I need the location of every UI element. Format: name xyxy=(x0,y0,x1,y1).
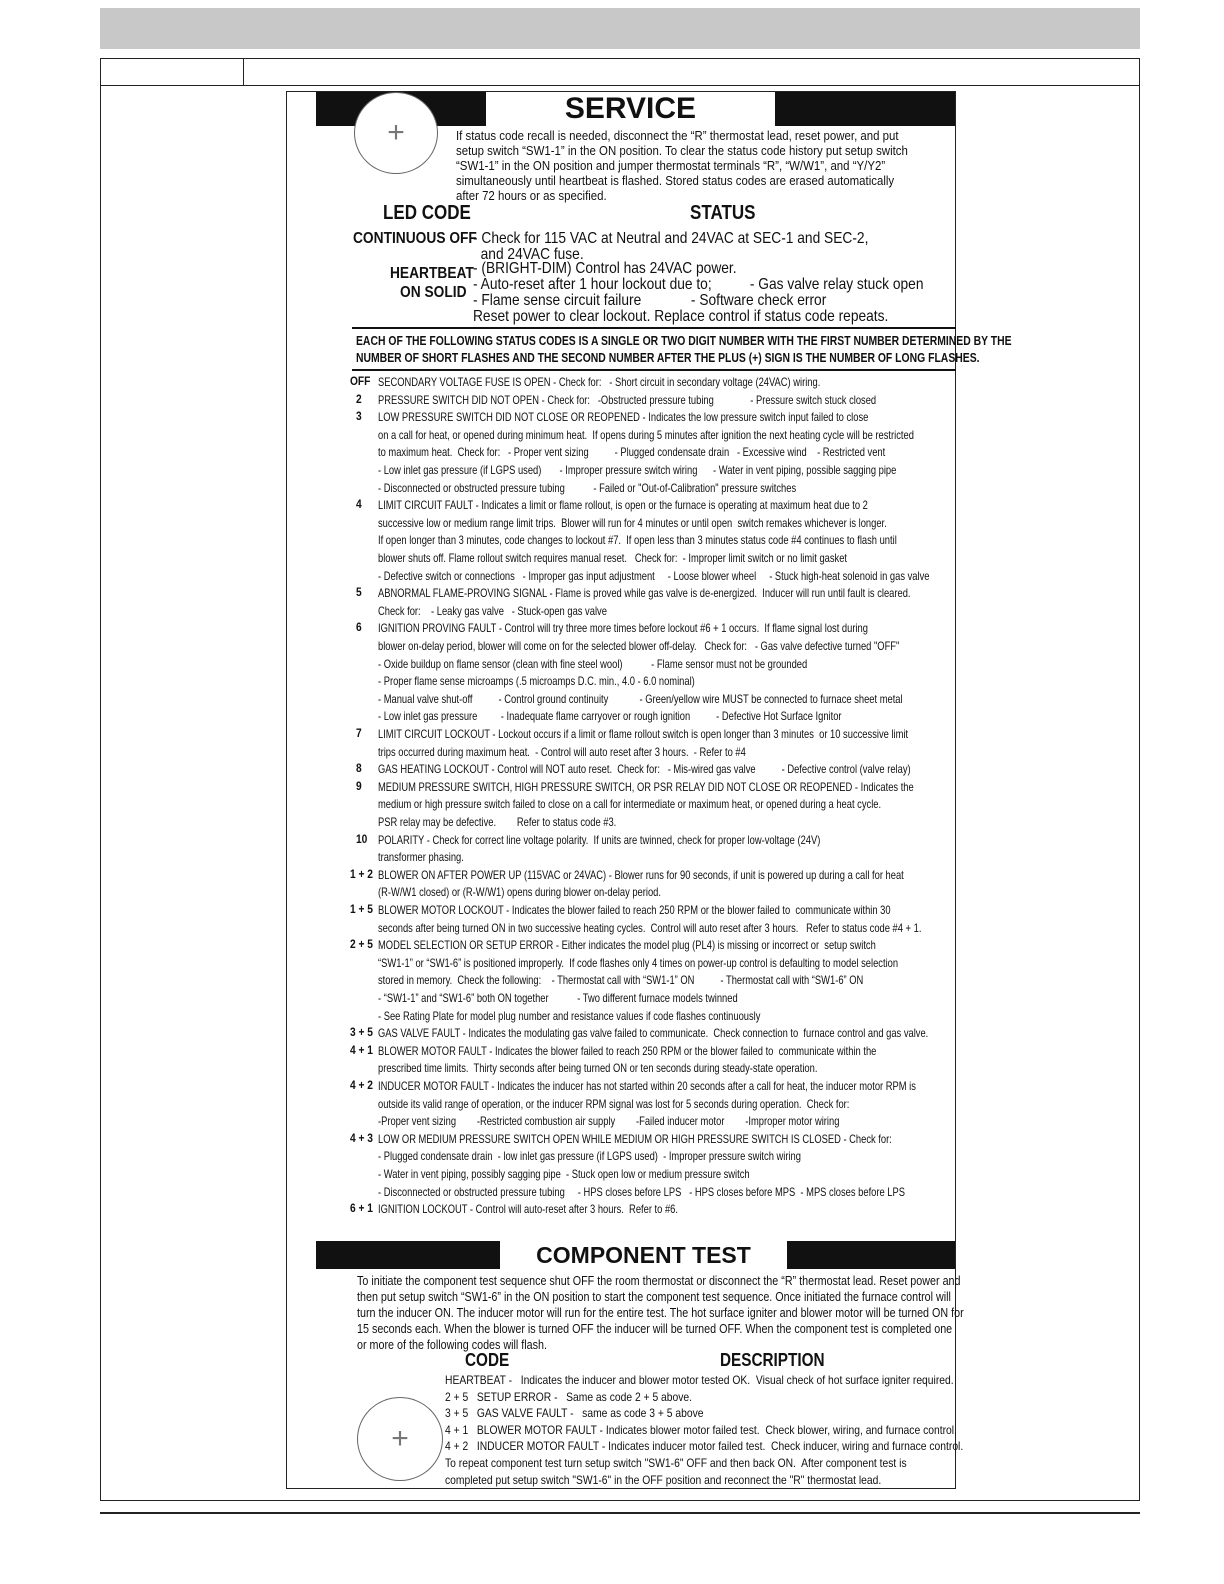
status-code-number: 6 + 1 xyxy=(350,1201,373,1216)
status-code-number: 7 xyxy=(356,726,362,740)
status-code-title: LOW OR MEDIUM PRESSURE SWITCH OPEN WHILE MEDIUM OR HIGH PRESSURE SWITCH IS CLOSED - Check for: xyxy=(378,1131,892,1146)
banner-rule-bottom xyxy=(352,369,956,371)
status-code-detail: - See Rating Plate for model plug number and resistance values if code flashes continuously xyxy=(378,1008,761,1023)
status-code-number: 3 xyxy=(356,409,362,424)
status-code-number: 5 xyxy=(356,585,362,600)
status-header: STATUS xyxy=(690,202,756,224)
status-code-detail: outside its valid range of operation, or the inducer RPM signal was lost for 5 seconds during operation. Check for: xyxy=(378,1096,850,1111)
status-code-detail: successive low or medium range limit trips. Blower will run for 4 minutes or until open switch remakes whichever is longer. xyxy=(378,515,887,530)
status-code-number: 1 + 2 xyxy=(350,866,373,881)
code-header: CODE xyxy=(465,1350,510,1370)
on-solid-label: ON SOLID xyxy=(400,284,467,301)
status-code-number: 3 + 5 xyxy=(350,1025,373,1040)
status-code-detail: - Water in vent piping, possibly sagging pipe - Stuck open low or medium pressure switch xyxy=(378,1167,750,1181)
status-code-detail: - “SW1-1” and “SW1-6” both ON together - Two different furnace models twinned xyxy=(378,991,738,1005)
led-code-header: LED CODE xyxy=(383,202,471,224)
status-code-detail: - Manual valve shut-off - Control ground continuity - Green/yellow wire MUST be connected to furnace sheet metal xyxy=(378,691,903,706)
status-code-title: SECONDARY VOLTAGE FUSE IS OPEN - Check for: - Short circuit in secondary voltage (24VAC) wiring. xyxy=(378,375,821,389)
component-test-title: COMPONENT TEST xyxy=(500,1241,787,1269)
intro-line: 15 seconds each. When the blower is turned OFF the inducer will be turned OFF. When the component test is completed one xyxy=(357,1322,953,1336)
banner-rule-top xyxy=(352,327,956,329)
status-code-detail: blower on-delay period, blower will come on for the selected blower off-delay. Check for: - Gas valve defective turned "OFF" xyxy=(378,639,900,653)
status-code-detail: - Defective switch or connections - Improper gas input adjustment - Loose blower wheel - Stuck high-heat solenoid in gas valve xyxy=(378,568,930,583)
component-code-line: completed put setup switch "SW1-6" in the OFF position and reconnect the "R" thermostat lead. xyxy=(445,1472,882,1487)
status-line: - Check for 115 VAC at Neutral and 24VAC at SEC-1 and SEC-2, xyxy=(473,230,869,247)
status-code-detail: (R-W/W1 closed) or (R-W/W1) opens during blower on-delay period. xyxy=(378,885,661,900)
banner-line: EACH OF THE FOLLOWING STATUS CODES IS A SINGLE OR TWO DIGIT NUMBER WITH THE FIRST NUMBER DETERMINED BY THE xyxy=(356,333,1012,348)
status-code-number: 10 xyxy=(356,831,368,846)
status-code-detail: - Low inlet gas pressure (if LGPS used) - Improper pressure switch wiring - Water in vent piping, possible sagging pipe xyxy=(378,463,897,477)
service-intro xyxy=(456,128,908,203)
status-code-number: 4 + 1 xyxy=(350,1042,373,1057)
status-code-detail: on a call for heat, or opened during minimum heat. If opens during 5 minutes after ignition the next heating cycle will be restricted xyxy=(378,427,914,442)
intro-line: then put setup switch “SW1-6” in the ON position to start the component test sequence. Once initiated the furnace control will xyxy=(357,1290,951,1304)
status-code-number: 2 xyxy=(356,391,362,406)
status-code-detail: Check for: - Leaky gas valve - Stuck-open gas valve xyxy=(378,603,607,618)
component-code-line: 4 + 2 INDUCER MOTOR FAULT - Indicates inducer motor failed test. Check inducer, wiring and furnace control. xyxy=(445,1439,964,1454)
status-code-title: LIMIT CIRCUIT LOCKOUT - Lockout occurs if a limit or flame rollout switch is open longer than 3 minutes or 10 successive limit xyxy=(378,727,909,741)
intro-line: “SW1-1” in the ON position and jumper thermostat terminals “R”, “W/W1”, and “Y/Y2” xyxy=(456,158,886,173)
status-code-detail: to maximum heat. Check for: - Proper vent sizing - Plugged condensate drain - Excessive wind - Restricted vent xyxy=(378,445,886,460)
component-test-intro xyxy=(357,1273,964,1353)
status-code-number: 9 xyxy=(356,778,362,793)
status-code-number: 2 + 5 xyxy=(350,937,373,952)
intro-line: or more of the following codes will flash. xyxy=(357,1338,548,1352)
banner-line: NUMBER OF SHORT FLASHES AND THE SECOND NUMBER AFTER THE PLUS (+) SIGN IS THE NUMBER OF LONG FLASHES. xyxy=(356,350,980,365)
status-code-detail: “SW1-1” or “SW1-6” is positioned improperly. If code flashes only 4 times on power-up control is defaulting to model selection xyxy=(378,955,899,970)
status-code-title: LIMIT CIRCUIT FAULT - Indicates a limit or flame rollout, is open or the furnace is operating at maximum heat due to 2 xyxy=(378,498,868,513)
status-code-title: GAS HEATING LOCKOUT - Control will NOT auto reset. Check for: - Mis-wired gas valve - Defective control (valve relay) xyxy=(378,762,911,777)
status-code-title: PRESSURE SWITCH DID NOT OPEN - Check for: -Obstructed pressure tubing - Pressure switch stuck closed xyxy=(378,392,877,407)
status-code-title: ABNORMAL FLAME-PROVING SIGNAL - Flame is proved while gas valve is de-energized. Inducer will run until fault is cleared. xyxy=(378,586,911,601)
status-code-detail: If open longer than 3 minutes, code changes to lockout #7. If open less than 3 minutes status code #4 continues to flash until xyxy=(378,533,897,548)
status-line: Reset power to clear lockout. Replace control if status code repeats. xyxy=(473,308,889,325)
status-line: - Flame sense circuit failure - Software check error xyxy=(473,292,827,309)
status-code-title: LOW PRESSURE SWITCH DID NOT CLOSE OR REOPENED - Indicates the low pressure switch input failed to close xyxy=(378,410,869,425)
status-code-number: 6 xyxy=(356,620,362,635)
status-code-title: POLARITY - Check for correct line voltage polarity. If units are twinned, check for proper low-voltage (24V) xyxy=(378,832,821,847)
status-code-detail: - Low inlet gas pressure - Inadequate flame carryover or rough ignition - Defective Hot Surface Ignitor xyxy=(378,709,842,724)
status-code-title: BLOWER ON AFTER POWER UP (115VAC or 24VAC) - Blower runs for 90 seconds, if unit is powered up during a call for heat xyxy=(378,867,904,882)
status-code-detail: - Disconnected or obstructed pressure tubing - Failed or "Out-of-Calibration" pressure switches xyxy=(378,480,797,495)
component-test-codes xyxy=(445,1372,963,1488)
component-code-line: 3 + 5 GAS VALVE FAULT - same as code 3 + 5 above xyxy=(445,1406,704,1421)
status-line: - Auto-reset after 1 hour lockout due to; - Gas valve relay stuck open xyxy=(473,276,924,293)
status-code-title: BLOWER MOTOR LOCKOUT - Indicates the blower failed to reach 250 RPM or the blower failed to communicate within 30 xyxy=(378,903,891,917)
description-header: DESCRIPTION xyxy=(720,1350,825,1370)
status-code-title: INDUCER MOTOR FAULT - Indicates the inducer has not started within 20 seconds after a call for heat, the inducer motor RPM is xyxy=(378,1079,916,1093)
on-solid-status xyxy=(473,277,923,325)
mounting-hole-bottom xyxy=(357,1397,443,1481)
crosshair-icon: + xyxy=(387,116,405,149)
status-code-detail: prescribed time limits. Thirty seconds after being turned ON or ten seconds during steady-state operation. xyxy=(378,1061,818,1076)
status-code-number: 4 + 2 xyxy=(350,1078,373,1092)
status-code-detail: - Disconnected or obstructed pressure tubing - HPS closes before LPS - HPS closes before MPS - MPS closes before LPS xyxy=(378,1184,905,1199)
frame-column-divider xyxy=(243,59,244,85)
status-code-detail: trips occurred during maximum heat. - Control will auto reset after 3 hours. - Refer to #4 xyxy=(378,744,746,759)
component-code-line: 2 + 5 SETUP ERROR - Same as code 2 + 5 above. xyxy=(445,1389,693,1404)
status-code-detail: seconds after being turned ON in two successive heating cycles. Control will auto reset after 3 hours. Refer to status code #4 + 1. xyxy=(378,920,922,935)
status-code-detail: -Proper vent sizing -Restricted combustion air supply -Failed inducer motor -Improper motor wiring xyxy=(378,1114,840,1129)
status-code-detail: PSR relay may be defective. Refer to status code #3. xyxy=(378,815,617,829)
footer-rule xyxy=(100,1512,1140,1514)
status-code-number: OFF xyxy=(350,374,371,388)
intro-line: setup switch “SW1-1” in the ON position. To clear the status code history put setup switch xyxy=(456,143,908,158)
status-code-number: 4 xyxy=(356,497,362,512)
status-code-title: IGNITION LOCKOUT - Control will auto-reset after 3 hours. Refer to #6. xyxy=(378,1202,678,1217)
status-code-title: GAS VALVE FAULT - Indicates the modulating gas valve failed to communicate. Check connection to furnace control and gas valve. xyxy=(378,1026,929,1041)
status-code-banner xyxy=(356,332,1012,366)
continuous-off-status xyxy=(473,231,868,263)
page-header-bar xyxy=(100,8,1140,49)
status-code-detail: - Oxide buildup on flame sensor (clean with fine steel wool) - Flame sensor must not be grounded xyxy=(378,656,808,671)
intro-line: To initiate the component test sequence shut OFF the room thermostat or disconnect the “R” thermostat lead. Reset power and xyxy=(357,1274,961,1288)
intro-line: If status code recall is needed, disconnect the “R” thermostat lead, reset power, and put xyxy=(456,128,899,143)
status-line: and 24VAC fuse. xyxy=(473,246,584,263)
status-code-title: MEDIUM PRESSURE SWITCH, HIGH PRESSURE SWITCH, OR PSR RELAY DID NOT CLOSE OR REOPENED - Indicates the xyxy=(378,779,914,794)
status-code-detail: stored in memory. Check the following: - Thermostat call with “SW1-1” ON - Thermostat call with “SW1-6” ON xyxy=(378,973,864,988)
intro-line: after 72 hours or as specified. xyxy=(456,188,607,203)
frame-divider xyxy=(101,85,1139,86)
status-code-number: 8 xyxy=(356,761,362,776)
mounting-hole-top xyxy=(354,92,438,174)
heartbeat-status: - (BRIGHT-DIM) Control has 24VAC power. xyxy=(473,260,737,277)
intro-line: turn the inducer ON. The inducer motor will run for the entire test. The hot surface igniter and blower motor will be turned ON for xyxy=(357,1306,964,1320)
intro-line: simultaneously until heartbeat is flashed. Stored status codes are erased automatically xyxy=(456,173,895,188)
continuous-off-label: CONTINUOUS OFF xyxy=(353,230,477,247)
status-code-title: IGNITION PROVING FAULT - Control will try three more times before lockout #6 + 1 occurs. If flame signal lost during xyxy=(378,621,868,636)
component-code-line: 4 + 1 BLOWER MOTOR FAULT - Indicates blower motor failed test. Check blower, wiring, and furnace control. xyxy=(445,1422,957,1437)
component-code-line: HEARTBEAT - Indicates the inducer and blower motor tested OK. Visual check of hot surface igniter required. xyxy=(445,1373,954,1387)
status-code-number: 4 + 3 xyxy=(350,1130,373,1145)
status-code-detail: medium or high pressure switch failed to close on a call for intermediate or maximum heat, or opened during a heat cycle. xyxy=(378,797,882,812)
status-code-detail: blower shuts off. Flame rollout switch requires manual reset. Check for: - Improper limit switch or no limit gasket xyxy=(378,551,848,565)
heartbeat-label: HEARTBEAT xyxy=(390,265,474,282)
component-code-line: To repeat component test turn setup switch "SW1-6" OFF and then back ON. After component test is xyxy=(445,1455,907,1470)
status-code-detail: transformer phasing. xyxy=(378,850,464,865)
status-code-title: BLOWER MOTOR FAULT - Indicates the blower failed to reach 250 RPM or the blower failed to communicate within the xyxy=(378,1043,877,1058)
service-title: SERVICE xyxy=(486,92,775,126)
crosshair-icon: + xyxy=(391,1422,409,1455)
status-code-detail: - Proper flame sense microamps (.5 microamps D.C. min., 4.0 - 6.0 nominal) xyxy=(378,674,695,689)
status-code-title: MODEL SELECTION OR SETUP ERROR - Either indicates the model plug (PL4) is missing or incorrect or setup switch xyxy=(378,938,876,953)
status-code-detail: - Plugged condensate drain - low inlet gas pressure (if LGPS used) - Improper pressure switch wiring xyxy=(378,1149,801,1164)
status-code-number: 1 + 5 xyxy=(350,902,373,916)
